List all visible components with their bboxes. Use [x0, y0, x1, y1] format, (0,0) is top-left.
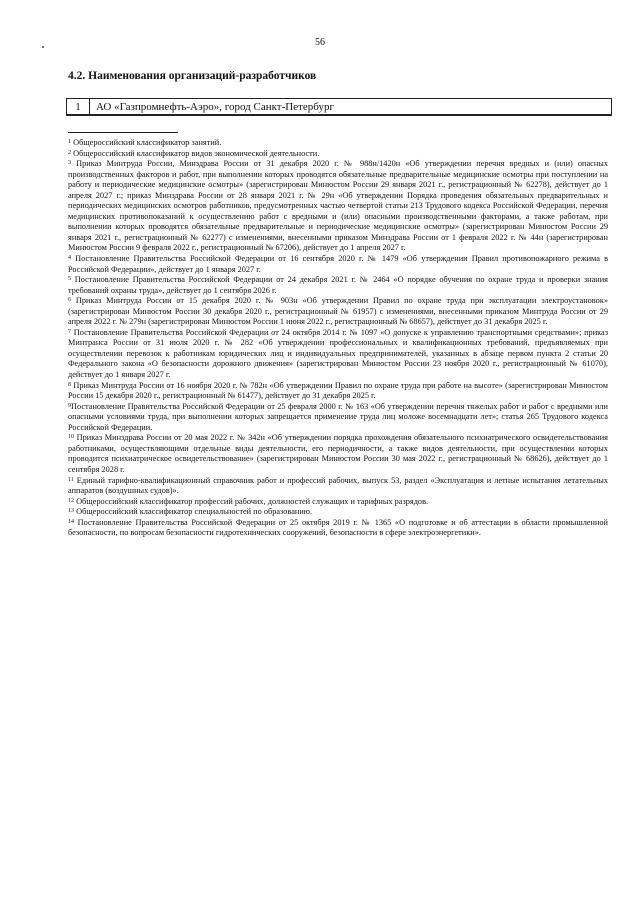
footnote-mark: 14 — [68, 518, 74, 525]
footnote-mark: 6 — [68, 297, 71, 304]
footnote-text: Единый тарифно-квалификационный справочник работ и профессий рабочих, выпуск 53, раздел «Эксплуатация и летные испытания летательных аппаратов (воздушных судов)». — [68, 475, 609, 496]
footnote-7 — [68, 328, 608, 381]
footnote-mark: 5 — [68, 276, 71, 283]
footnote-mark: 4 — [68, 255, 71, 262]
footnote-text: Приказ Минтруда России от 15 декабря 2020 г. № 903н «Об утверждении Правил по охране труда при эксплуатации электроустановок» (зарегистрирован Минюстом России 30 декабря 2020 г., регистрационный № 61957) с изменениями, внесенными приказом Минтруда России от 29 апреля 2022 г. № 279н (зарегистрирован Минюстом России 1 июня 2022 г., регистрационный № 68657), действует до 31 декабря 2025 г. — [68, 296, 608, 327]
footnotes-list — [68, 138, 608, 539]
footnote-text: Постановление Правительства Российской Федерации от 16 сентября 2020 г. № 1479 «Об утверждении Правил противопожарного режима в Российской Федерации», действует до 1 января 2027 г. — [68, 254, 608, 274]
footnote-mark: 2 — [68, 149, 71, 156]
footnote-mark: 8 — [68, 381, 71, 388]
footnote-mark: 12 — [68, 497, 74, 504]
footnote-text: Постановление Правительства Российской Федерации от 24 октября 2014 г. № 1097 «О допуске к управлению транспортными средствами»; приказ Минтранса России от 31 июля 2020 г. № 282 «Об утверждении профессиональных и квалификационных требований, предъявляемых при осуществлении перевозок к работникам юридических лиц и индивидуальных предпринимателей, указанных в абзаце первом пункта 2 статьи 20 Федерального закона «О безопасности дорожного движения» (зарегистрирован Минюстом России 23 ноября 2020 г., регистрационный № 61070), действует до 1 января 2027 г. — [68, 327, 608, 380]
footnote-mark: 10 — [68, 434, 74, 441]
footnote-mark: 11 — [68, 476, 74, 483]
footnote-mark: 3 — [68, 160, 71, 167]
footnote-text: Постановление Правительства Российской Федерации от 25 октября 2019 г. № 1365 «О подготовке и об аттестации в области промышленной безопасности, по вопросам безопасности гидротехнических сооружений, безопасности в сфере электроэнергетики». — [68, 517, 608, 538]
footnote-text: Постановление Правительства Российской Федерации от 25 февраля 2000 г. № 163 «Об утверждении перечня тяжелых работ и работ с вредными или опасными условиями труда, при выполнении которых запрещается применение труда лиц моложе восемнадцати лет»; статья 265 Трудового кодекса Российской Федерации. — [68, 401, 608, 432]
footnote-text: Общероссийский классификатор специальностей по образованию. — [76, 507, 313, 517]
footnote-1 — [68, 138, 608, 149]
footnote-13 — [68, 507, 608, 518]
footnote-4 — [68, 254, 608, 275]
footnote-text: Приказ Минздрава России от 20 мая 2022 г. № 342н «Об утверждении порядка прохождения обязательного психиатрического освидетельствования работниками, осуществляющими отдельные виды деятельности, его периодичности, а также видов деятельности, при осуществлении которых проводится психиатрическое освидетельствование» (зарегистрирован Минюстом России 30 мая 2022 г., регистрационный № 68626), действует до 1 сентября 2028 г. — [68, 433, 608, 474]
footnote-mark: 1 — [68, 139, 71, 145]
organization-name: АО «Газпромнефть-Аэро», город Санкт-Петербург — [96, 101, 334, 113]
footnote-10 — [68, 433, 608, 475]
footnote-9 — [68, 402, 608, 434]
footnote-mark: 7 — [68, 328, 71, 335]
page-number: 56 — [315, 37, 325, 48]
footnote-2 — [68, 149, 608, 160]
footnote-mark: 13 — [68, 508, 74, 515]
footnote-3 — [68, 159, 608, 254]
footnote-8 — [68, 381, 608, 402]
organization-number: 1 — [67, 99, 90, 114]
footnote-11 — [68, 476, 608, 497]
footnote-6 — [68, 296, 608, 328]
footnote-12 — [68, 497, 608, 508]
footnote-divider — [68, 132, 178, 133]
footnote-text: Общероссийский классификатор занятий. — [73, 138, 222, 147]
organizations-table — [66, 98, 612, 116]
footnote-text: Постановление Правительства Российской Федерации от 24 декабря 2021 г. № 2464 «О порядке обучения по охране труда и проверки знания требований охраны труда», действует до 1 сентября 2026 г. — [68, 275, 608, 295]
footnote-text: Общероссийский классификатор видов экономической деятельности. — [73, 148, 320, 158]
footnote-text: Приказ Минтруда России, Минздрава России от 31 декабря 2020 г. № 988н/1420н «Об утверждении перечня вредных и (или) опасных производственных факторов и работ, при выполнении которых проводятся обязательные предварительные медицинские осмотры при поступлении на работу и периодические медицинские осмотры» (зарегистрирован Минюстом России 29 января 2021 г., регистрационный № 62278), действует до 1 апреля 2027 г.; приказ Минздрава России от 28 января 2021 г. № 29н «Об утверждении Порядка проведения обязательных предварительных и периодических медицинских осмотров работников, предусмотренных частью четвертой статьи 213 Трудового кодекса Российской Федерации, перечня медицинских противопоказаний к осуществлению работ с вредными и (или) опасными производственными факторами, а также работам, при выполнении которых проводятся обязательные предварительные и периодические медицинские осмотры» (зарегистрирован Минюстом России 29 января 2021 г., регистрационный № 62277) с изменениями, внесенными приказом Минздрава России от 1 февраля 2022 г. № 44н (зарегистрирован Минюстом России 9 февраля 2022 г., регистрационный № 67206), действует до 1 апреля 2027 г. — [68, 159, 608, 253]
footnote-14 — [68, 518, 608, 539]
footnote-text: Приказ Минтруда России от 16 ноября 2020 г. № 782н «Об утверждении Правил по охране труда при работе на высоте» (зарегистрирован Минюстом России 15 декабря 2020 г., регистрационный № 61477), действует до 31 декабря 2025 г. — [68, 380, 609, 401]
footnote-mark: 9 — [68, 402, 71, 409]
footnote-5 — [68, 275, 608, 296]
section-title: 4.2. Наименования организаций-разработчиков — [68, 70, 317, 82]
footnote-text: Общероссийский классификатор профессий рабочих, должностей служащих и тарифных разрядов. — [76, 496, 429, 506]
